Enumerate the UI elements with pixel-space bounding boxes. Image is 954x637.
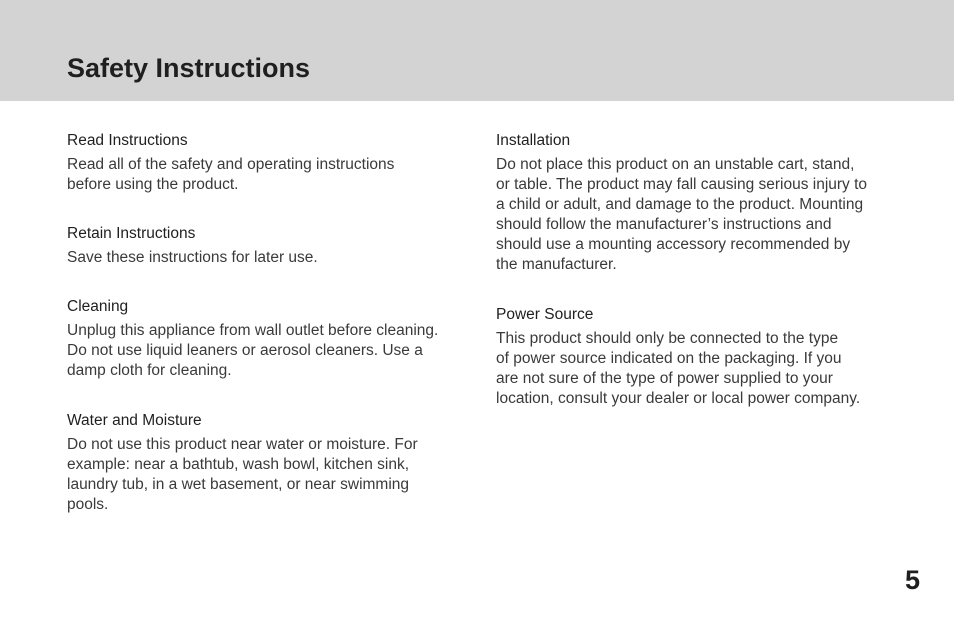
section-heading: Retain Instructions [67, 225, 196, 243]
section-body: Save these instructions for later use. [67, 249, 318, 267]
section-water-and-moisture [67, 411, 462, 515]
section-installation [496, 131, 891, 276]
section-cleaning [67, 297, 462, 381]
page-title: Safety Instructions [67, 53, 311, 83]
section-heading: Power Source [496, 305, 594, 323]
section-body: Do not place this product on an unstable cart, stand, or table. The product may fall causing serious injury to a child or adult, and damage to the product. Mounting should follow the manufacturer’s instructions and should use a mounting accessory recommended by the manufacturer. [496, 156, 868, 274]
section-power-source [496, 305, 891, 409]
left-column [67, 131, 462, 515]
section-body: Do not use this product near water or moisture. For example: near a bathtub, wash bowl, kitchen sink, laundry tub, in a wet basement, or near swimming pools. [67, 435, 418, 513]
section-heading: Water and Moisture [67, 411, 202, 429]
section-body: Read all of the safety and operating instructions before using the product. [67, 156, 395, 194]
page-number: 5 [904, 565, 920, 595]
section-heading: Installation [496, 132, 571, 149]
section-read-instructions [67, 131, 462, 195]
right-column [496, 131, 891, 409]
section-body: Unplug this appliance from wall outlet before cleaning. Do not use liquid leaners or aerosol cleaners. Use a damp cloth for cleaning. [67, 322, 439, 380]
section-heading: Cleaning [67, 298, 129, 316]
section-body: This product should only be connected to the type of power source indicated on the packaging. If you are not sure of the type of power supplied to your location, consult your dealer or local power company. [496, 329, 861, 407]
section-heading: Read Instructions [67, 132, 188, 149]
section-retain-instructions [67, 224, 462, 268]
